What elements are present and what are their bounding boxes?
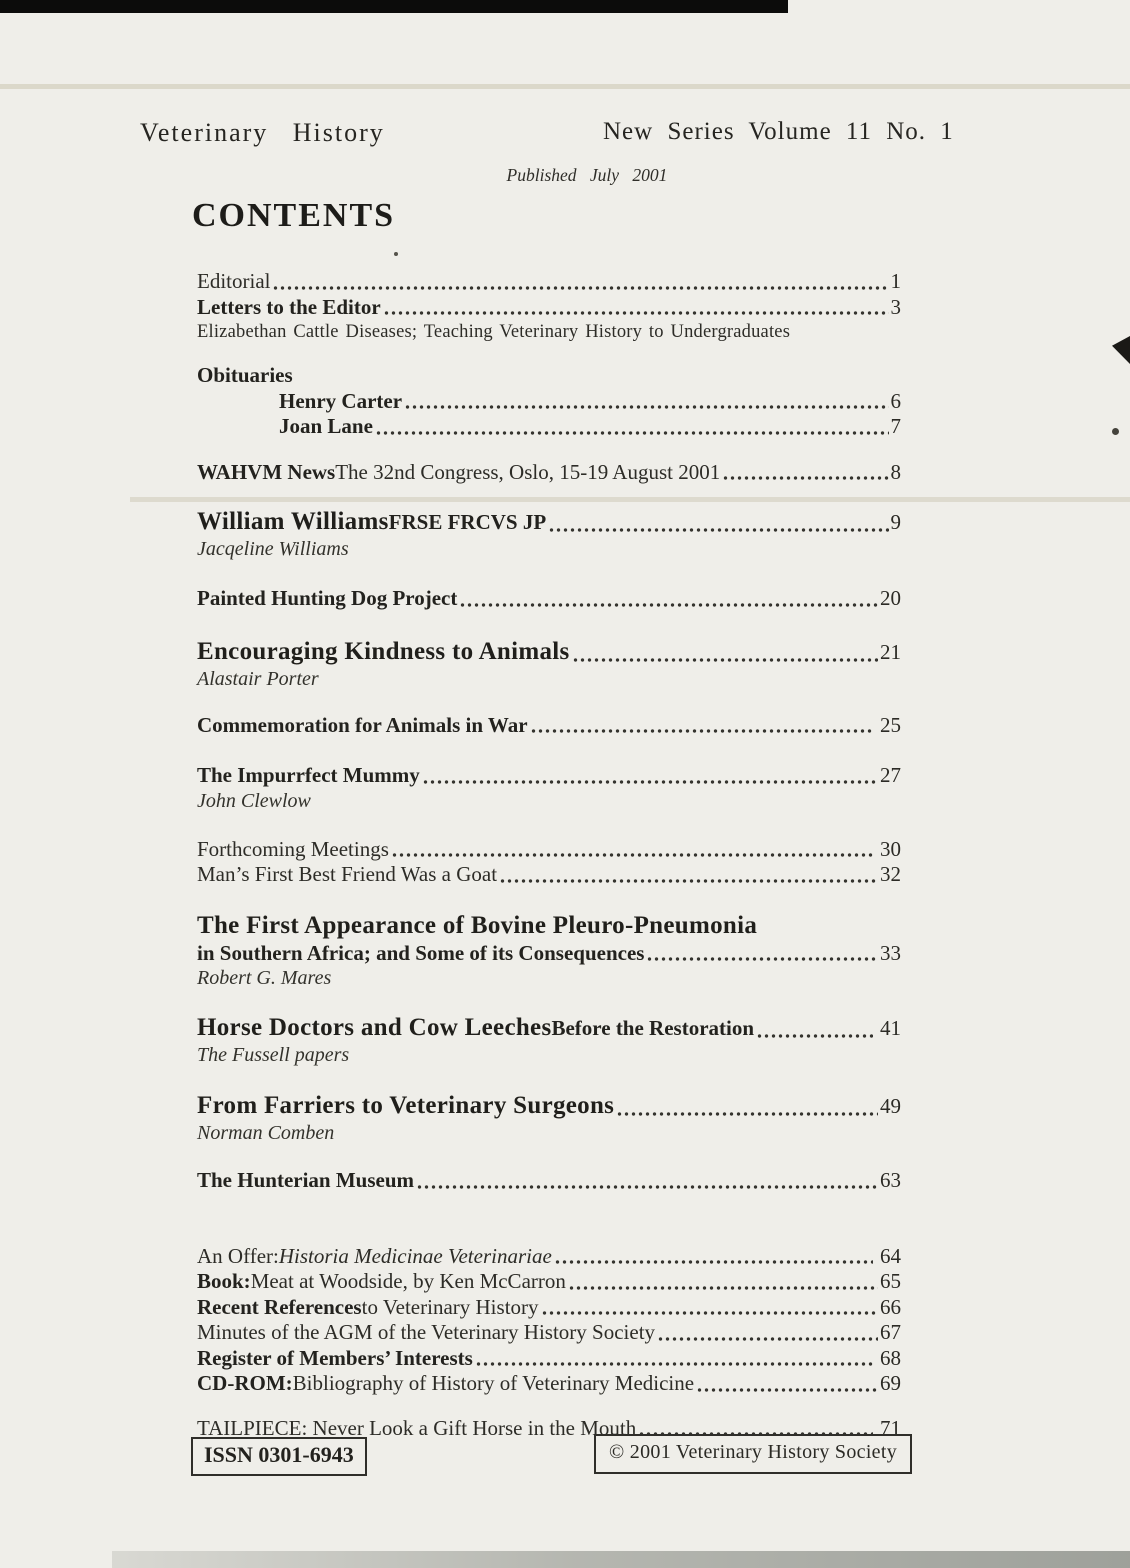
toc-entry-text: Register of Members’ Interests (197, 1345, 473, 1370)
toc-entry (197, 295, 901, 321)
toc-page-number: 21 (880, 639, 901, 664)
toc-entry-text: TAILPIECE: Never Look a Gift Horse in the Mouth (197, 1415, 637, 1440)
toc-entry (197, 789, 901, 814)
toc-page-number: 33 (880, 940, 901, 965)
toc-entry-text: Joan Lane (279, 414, 373, 438)
toc-entry-text: Robert G. Mares (197, 967, 332, 989)
dot-leader (756, 1031, 873, 1041)
toc-entry-text: Recent References (197, 1294, 362, 1319)
toc-entry-text: William Williams (197, 508, 389, 535)
dot-leader (475, 1359, 873, 1369)
toc-entry (197, 1168, 901, 1194)
dot-leader (722, 473, 888, 483)
toc-entry-text: in Southern Africa; and Some of its Consequences (197, 940, 645, 965)
toc-entry-text: The Impurrfect Mummy (197, 763, 420, 787)
toc-entry-text: Minutes of the AGM of the Veterinary History Society (197, 1320, 656, 1344)
toc-entry (197, 1013, 901, 1043)
toc-entry-text: The Hunterian Museum (197, 1168, 415, 1192)
toc-page-number: 64 (874, 1243, 901, 1268)
toc-entry-text: Forthcoming Meetings (197, 836, 389, 861)
dot-leader (530, 726, 873, 736)
toc-entry-text: An Offer: (197, 1243, 279, 1268)
toc-entry-text: The First Appearance of Bovine Pleuro-Pneumonia (197, 911, 758, 939)
scan-artifact-fold-line (0, 84, 1130, 89)
toc-entry-text: to Veterinary History (361, 1294, 539, 1319)
issn-box: ISSN 0301-6943 (191, 1437, 367, 1476)
toc-entry-text: Horse Doctors and Cow Leeches (197, 1014, 552, 1041)
toc-entry-text: Alastair Porter (197, 667, 319, 690)
toc-page-number: 1 (890, 269, 901, 293)
dot-leader (554, 1257, 873, 1267)
toc-page-number: 3 (890, 294, 901, 319)
toc-entry-text: Elizabethan Cattle Diseases; Teaching Veterinary History to Undergraduates (197, 322, 791, 342)
toc-entry-text: From Farriers to Veterinary Surgeons (197, 1092, 615, 1119)
toc-page-number: 69 (880, 1371, 901, 1395)
dot-leader (696, 1385, 878, 1395)
toc-page-number: 66 (880, 1294, 901, 1319)
toc-page-number: 49 (880, 1094, 901, 1118)
toc-page-number: 25 (874, 712, 901, 737)
toc-entry-text: Letters to the Editor (197, 294, 381, 319)
toc-entry-text: Norman Comben (197, 1122, 335, 1144)
toc-entry (197, 414, 901, 440)
toc-entry (197, 1346, 901, 1372)
toc-entry (197, 911, 901, 941)
toc-entry (197, 1269, 901, 1295)
toc-entry (197, 320, 901, 345)
toc-entry-text: John Clewlow (197, 789, 311, 812)
table-of-contents (197, 269, 901, 1441)
toc-entry (197, 1043, 901, 1068)
issue-info: New Series Volume 11 No. 1 (603, 118, 954, 145)
toc-entry-text: Bibliography of History of Veterinary Medicine (292, 1371, 695, 1395)
toc-page-number: 63 (880, 1168, 901, 1192)
dot-leader (383, 308, 889, 318)
dot-leader (657, 1334, 878, 1344)
dot-leader (499, 876, 878, 886)
toc-entry-text: Man’s First Best Friend Was a Goat (197, 862, 498, 886)
toc-entry (197, 667, 901, 692)
toc-entry-text: Commemoration for Animals in War (197, 712, 528, 737)
toc-entry-text: Painted Hunting Dog Project (197, 586, 458, 610)
toc-page-number: 32 (880, 862, 901, 886)
toc-entry-text: WAHVM News (197, 459, 336, 484)
dot-leader (391, 850, 873, 860)
toc-entry (197, 537, 901, 562)
toc-entry-text: FRSE FRCVS JP (388, 510, 547, 534)
toc-entry-text: Obituaries (197, 363, 293, 387)
toc-page-number: 30 (874, 836, 901, 861)
toc-entry (197, 1320, 901, 1346)
toc-entry (197, 507, 901, 537)
toc-entry (197, 1091, 901, 1121)
toc-entry (197, 1295, 901, 1321)
copyright-box: © 2001 Veterinary History Society (594, 1434, 912, 1474)
toc-entry (197, 966, 901, 991)
dot-leader (272, 283, 888, 293)
dot-leader (404, 402, 888, 412)
toc-page-number: 8 (890, 459, 901, 484)
toc-entry (197, 1121, 901, 1146)
toc-page-number: 7 (890, 414, 901, 438)
toc-entry (197, 460, 901, 486)
toc-entry (197, 1244, 901, 1270)
toc-entry (197, 713, 901, 739)
dot-leader (572, 655, 878, 665)
toc-page-number: 20 (880, 586, 901, 610)
toc-entry-text: Jacqeline Williams (197, 538, 349, 560)
toc-page-number: 65 (880, 1269, 901, 1293)
dot-leader (646, 954, 878, 964)
toc-entry (197, 837, 901, 863)
toc-entry-text: Historia Medicinae Veterinariae (278, 1243, 552, 1268)
toc-entry-text: Book: (197, 1269, 251, 1293)
contents-heading: CONTENTS (192, 197, 396, 234)
dot-leader (568, 1283, 878, 1293)
toc-entry-text: The Fussell papers (197, 1044, 350, 1066)
toc-page-number: 9 (890, 510, 901, 534)
toc-entry (197, 862, 901, 888)
toc-entry (197, 637, 901, 667)
toc-page-number: 27 (880, 763, 901, 787)
toc-entry (197, 1371, 901, 1397)
scan-artifact-speck (394, 252, 398, 256)
dot-leader (616, 1109, 878, 1119)
scan-artifact-top-bar (0, 0, 788, 13)
toc-page-number: 71 (874, 1415, 901, 1440)
dot-leader (375, 428, 889, 438)
dot-leader (541, 1308, 878, 1318)
toc-entry-text: Before the Restoration (551, 1016, 755, 1040)
toc-page-number: 41 (874, 1016, 901, 1040)
toc-entry (197, 389, 901, 415)
toc-entry (197, 586, 901, 612)
toc-entry (197, 941, 901, 967)
toc-page-number: 67 (880, 1320, 901, 1344)
toc-entry-text: Editorial (197, 269, 271, 293)
scan-artifact-bottom-bar (112, 1551, 1130, 1568)
dot-leader (548, 525, 888, 535)
toc-page-number: 6 (890, 388, 901, 413)
dot-leader (459, 600, 878, 610)
dot-leader (422, 777, 878, 787)
toc-entry (197, 269, 901, 295)
scan-artifact-edge-speck (1112, 428, 1119, 435)
published-date: Published July 2001 (506, 165, 668, 185)
journal-title: Veterinary History (140, 118, 385, 147)
dot-leader (416, 1182, 878, 1192)
toc-entry-text: The 32nd Congress, Oslo, 15-19 August 2001 (335, 459, 721, 484)
toc-entry (197, 763, 901, 789)
toc-entry-text: Encouraging Kindness to Animals (197, 637, 570, 665)
scan-artifact-edge-mark (1112, 336, 1130, 364)
toc-entry (197, 363, 901, 389)
toc-entry-text: Meat at Woodside, by Ken McCarron (250, 1269, 566, 1293)
toc-entry-text: CD-ROM: (197, 1371, 293, 1395)
toc-page-number: 68 (874, 1345, 901, 1370)
toc-entry-text: Henry Carter (279, 388, 403, 413)
